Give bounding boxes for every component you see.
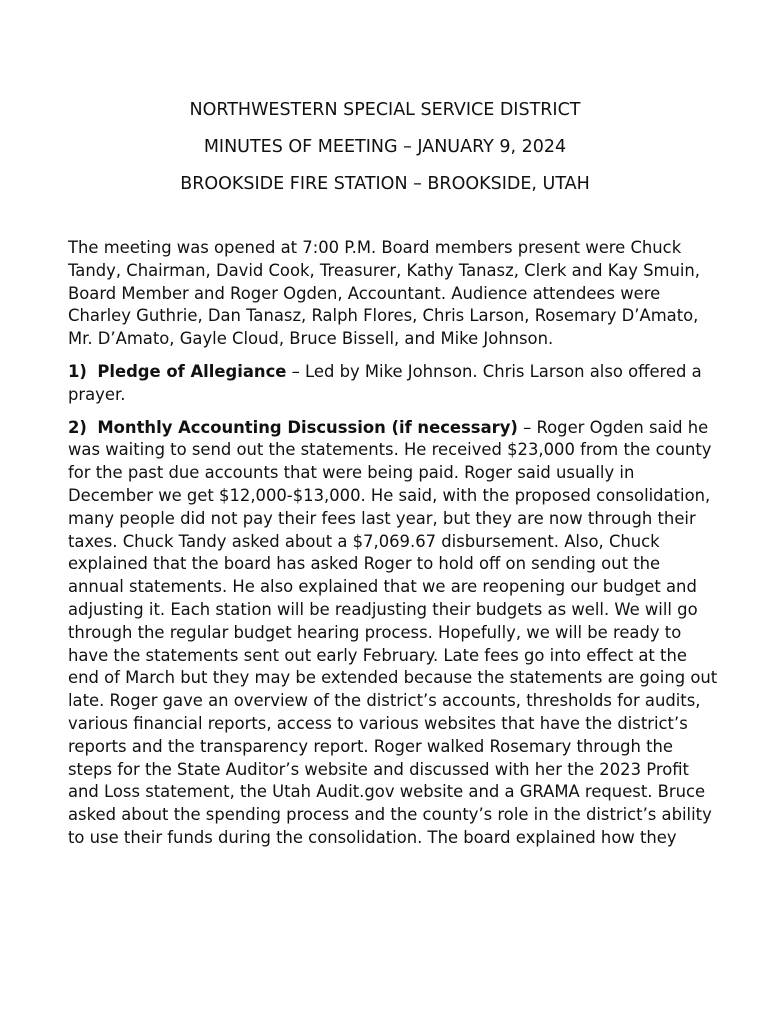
item-text: – Roger Ogden said he was waiting to send out the statements. He received $23,000 from the county for the past due accounts that were being paid. Roger said usually in December we get $12,000-$13,000. He said, with the proposed consolidation, many people did not pay their fees last year, but they are now through their taxes. Chuck Tandy asked about a $7,069.67 disbursement. Also, Chuck explained that the board has asked Roger to hold off on sending out the annual statements. He also explained that we are reopening our budget and adjusting it. Each station will be readjusting their budgets as well. We will go through the regular budget hearing process. Hopefully, we will be ready to have the statements sent out early February. Late fees go into effect at the end of March but they may be extended because the statements are going out late. Roger gave an overview of the district’s accounts, thresholds for audits, various financial reports, access to various websites that have the district’s reports and the transparency report. Roger walked Rosemary through the steps for the State Auditor’s website and discussed with her the 2023 Profit and Loss statement, the Utah Audit.gov website and a GRAMA request. Bruce asked about the spending process and the county’s role in the district’s ability to use their funds during the consolidation. The board explained how they [68, 417, 718, 847]
agenda-item-pledge [68, 361, 718, 407]
item-number: 1) [68, 361, 87, 381]
document-header [0, 92, 770, 203]
location-title: BROOKSIDE FIRE STATION – BROOKSIDE, UTAH [180, 174, 590, 194]
item-number: 2) [68, 417, 87, 437]
intro-paragraph: The meeting was opened at 7:00 P.M. Board members present were Chuck Tandy, Chairman, David Cook, Treasurer, Kathy Tanasz, Clerk and Kay Smuin, Board Member and Roger Ogden, Accountant. Audience attendees were Charley Guthrie, Dan Tanasz, Ralph Flores, Chris Larson, Rosemary D’Amato, Mr. D’Amato, Gayle Cloud, Bruce Bissell, and Mike Johnson. [68, 238, 701, 349]
minutes-body [68, 237, 718, 860]
minutes-title: MINUTES OF MEETING – JANUARY 9, 2024 [203, 137, 567, 157]
district-title: NORTHWESTERN SPECIAL SERVICE DISTRICT [189, 100, 581, 120]
item-title: Pledge of Allegiance [97, 361, 287, 381]
item-text: – Led by Mike Johnson. Chris Larson also offered a prayer. [68, 361, 702, 404]
item-title: Monthly Accounting Discussion (if necessary) [97, 417, 518, 437]
agenda-item-accounting [68, 417, 718, 850]
